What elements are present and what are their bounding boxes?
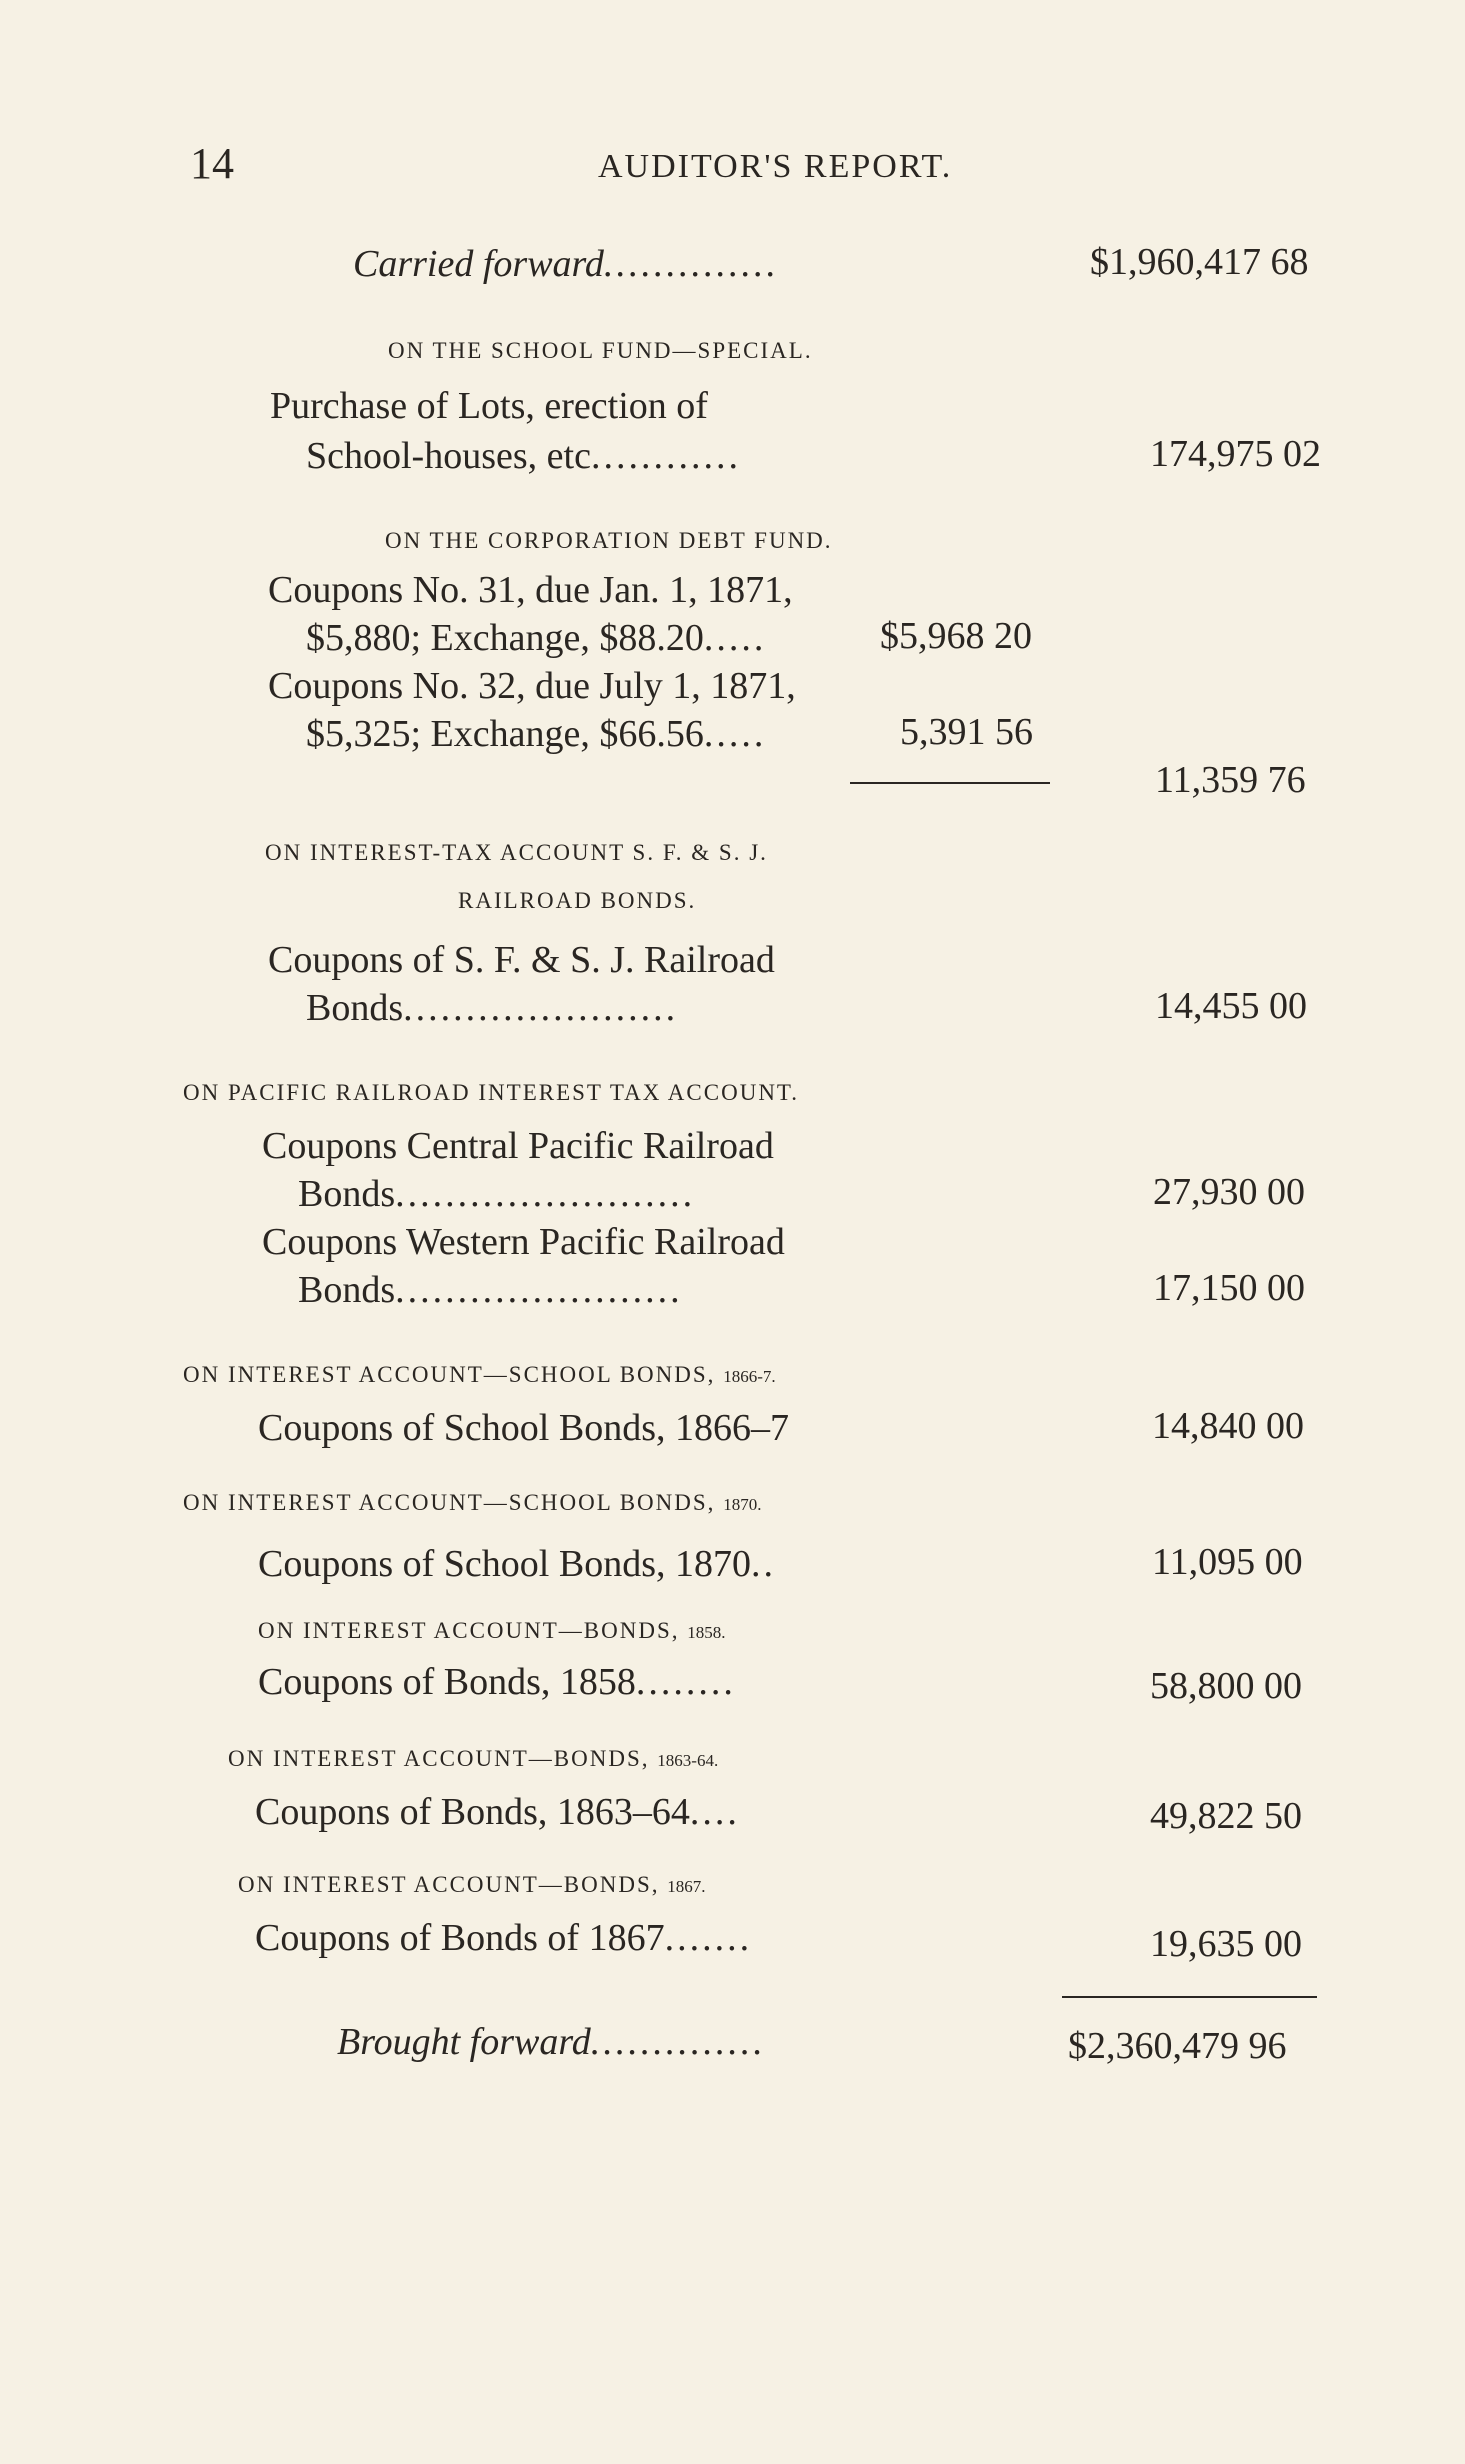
carried-forward-amount: $1,960,417 68 [1090,241,1309,283]
leader-dots: ..... [703,713,767,755]
section-heading: ON INTEREST-TAX ACCOUNT S. F. & S. J. [265,840,768,865]
brought-forward-amount: $2,360,479 96 [1068,2025,1287,2067]
amount: 49,822 50 [1150,1795,1302,1837]
section-heading: ON INTEREST ACCOUNT—BONDS, 1858. [258,1618,726,1643]
subtotal-rule [850,782,1050,784]
section-heading: ON THE SCHOOL FUND—SPECIAL. [388,338,813,363]
entry-line: Bonds....................... [298,1269,683,1311]
sub-amount: 5,391 56 [900,711,1033,753]
leader-dots: .. [750,1543,776,1585]
amount: 174,975 02 [1150,433,1321,475]
leader-dots: ............ [590,435,741,477]
section-heading: ON THE CORPORATION DEBT FUND. [385,528,833,553]
section-heading: ON PACIFIC RAILROAD INTEREST TAX ACCOUNT. [183,1080,800,1105]
entry-line: Coupons No. 31, due Jan. 1, 1871, [268,569,793,611]
entry-line: Coupons Western Pacific Railroad [262,1221,785,1263]
amount: 19,635 00 [1150,1923,1302,1965]
heading-year: 1867. [667,1877,706,1896]
running-head: AUDITOR'S REPORT. [598,148,953,185]
leader-dots: ..... [703,617,767,659]
entry-line: Coupons of S. F. & S. J. Railroad [268,939,775,981]
entry-line: Coupons of Bonds, 1863–64.... [255,1791,740,1833]
amount: 11,359 76 [1155,759,1306,801]
entry-line: Coupons of Bonds of 1867....... [255,1917,753,1959]
leader-dots: ....... [664,1917,753,1959]
amount: 58,800 00 [1150,1665,1302,1707]
section-heading: ON INTEREST ACCOUNT—BONDS, 1867. [238,1872,706,1897]
amount: 17,150 00 [1153,1267,1305,1309]
entry-line: Coupons No. 32, due July 1, 1871, [268,665,796,707]
leader-dots: ........ [635,1661,736,1703]
entry-line: Coupons of School Bonds, 1870.. [258,1543,776,1585]
page-number: 14 [190,139,234,188]
leader-dots: ........................ [395,1173,696,1215]
leader-dots: ....................... [395,1269,683,1311]
sub-amount: $5,968 20 [880,615,1032,657]
entry-line: School-houses, etc............ [306,435,741,477]
brought-forward-label: Brought forward [337,2021,591,2063]
brought-forward-row [337,2018,766,2066]
entry-line: $5,880; Exchange, $88.20..... [306,617,767,659]
entry-line: Bonds...................... [306,987,679,1029]
leader-dots: .............. [603,243,779,285]
carried-forward-label: Carried forward [353,243,604,285]
entry-line: Purchase of Lots, erection of [270,385,708,427]
section-heading: ON INTEREST ACCOUNT—SCHOOL BONDS, 1870. [183,1490,762,1515]
amount: 14,840 00 [1152,1405,1304,1447]
entry-line: Coupons of School Bonds, 1866–7 [258,1407,789,1449]
heading-year: 1858. [687,1623,726,1642]
heading-year: 1863-64. [657,1751,719,1770]
total-rule [1062,1996,1317,1998]
amount: 27,930 00 [1153,1171,1305,1213]
heading-year: 1870. [723,1495,762,1514]
section-heading: ON INTEREST ACCOUNT—BONDS, 1863-64. [228,1746,719,1771]
entry-line: Coupons of Bonds, 1858........ [258,1661,736,1703]
entry-line: Coupons Central Pacific Railroad [262,1125,774,1167]
leader-dots: .............. [590,2021,766,2063]
carried-forward-row [353,240,779,288]
heading-year: 1866-7. [723,1367,776,1386]
entry-line: $5,325; Exchange, $66.56..... [306,713,767,755]
leader-dots: ...................... [403,987,679,1029]
section-heading: ON INTEREST ACCOUNT—SCHOOL BONDS, 1866-7. [183,1362,776,1387]
section-heading: RAILROAD BONDS. [458,888,697,913]
amount: 11,095 00 [1152,1541,1303,1583]
entry-line: Bonds........................ [298,1173,696,1215]
amount: 14,455 00 [1155,985,1307,1027]
leader-dots: .... [689,1791,740,1833]
